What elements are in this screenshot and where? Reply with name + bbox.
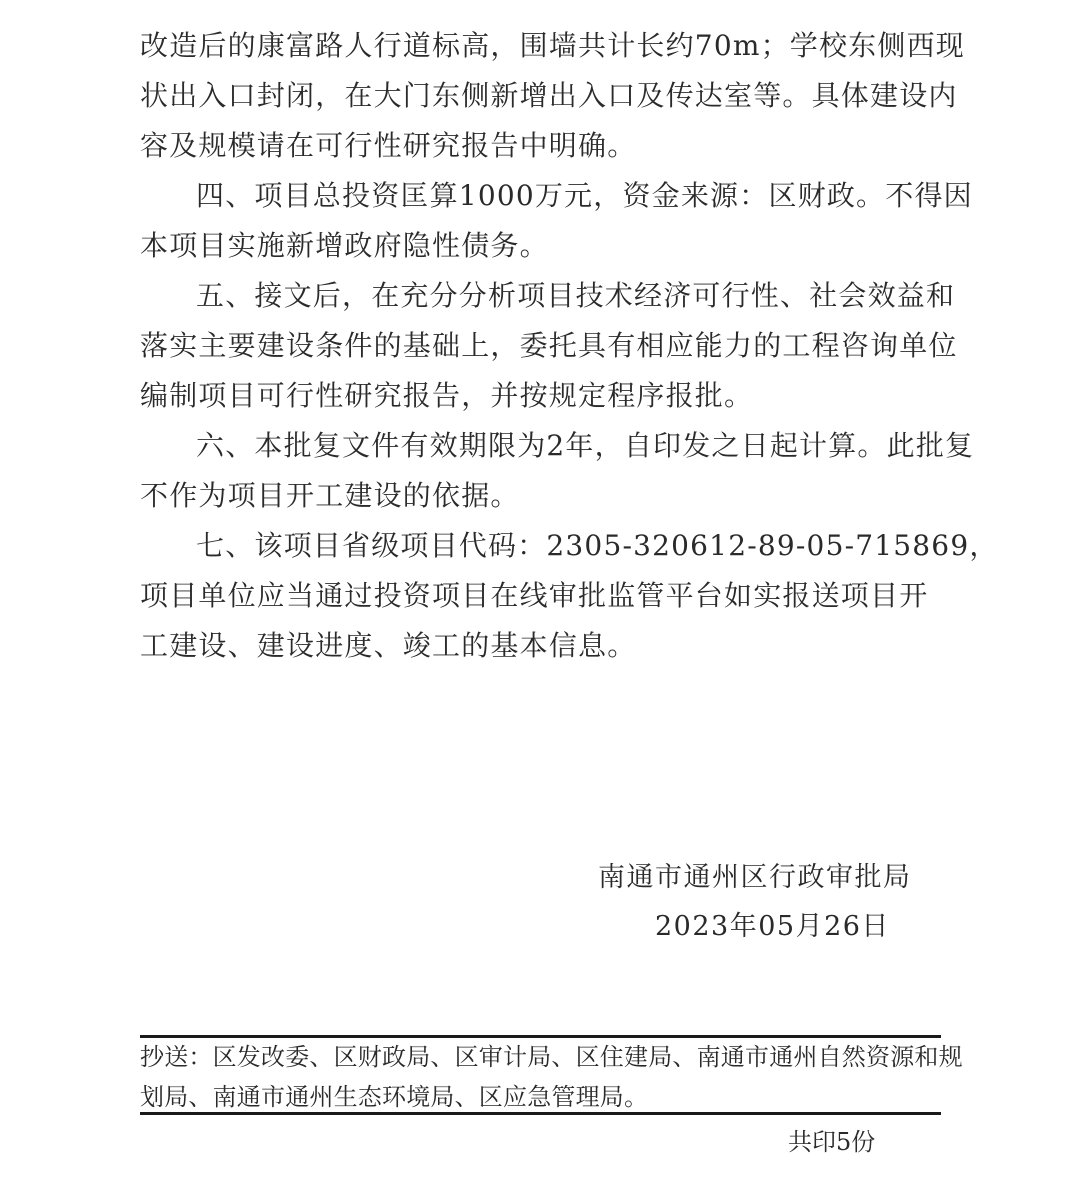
issuer-name: 南通市通州区行政审批局 [598, 862, 912, 893]
cc-line-1: 抄送：区发改委、区财政局、区审计局、区住建局、南通市通州自然资源和规 [140, 1043, 963, 1071]
body-line: 编制项目可行性研究报告，并按规定程序报批。 [140, 379, 754, 412]
body-line: 不作为项目开工建设的依据。 [140, 479, 520, 512]
copies-count: 共印5份 [788, 1128, 876, 1156]
cc-line-2: 划局、南通市通州生态环境局、区应急管理局。 [140, 1083, 649, 1111]
body-line: 改造后的康富路人行道标高，围墙共计长约70m；学校东侧西现 [140, 29, 965, 62]
body-line: 状出入口封闭，在大门东侧新增出入口及传达室等。具体建设内 [140, 79, 958, 112]
body-line: 容及规模请在可行性研究报告中明确。 [140, 129, 637, 162]
cc-bottom-rule [140, 1112, 941, 1115]
body-line: 落实主要建设条件的基础上，委托具有相应能力的工程咨询单位 [140, 329, 958, 362]
section-five-heading-line: 五、接文后，在充分分析项目技术经济可行性、社会效益和 [196, 279, 956, 312]
body-line: 工建设、建设进度、竣工的基本信息。 [140, 629, 637, 662]
body-line: 项目单位应当通过投资项目在线审批监管平台如实报送项目开 [140, 579, 929, 612]
body-line: 本项目实施新增政府隐性债务。 [140, 229, 549, 262]
section-seven-heading-line: 七、该项目省级项目代码：2305-320612-89-05-715869， [196, 529, 999, 562]
cc-top-rule [140, 1035, 941, 1038]
section-six-heading-line: 六、本批复文件有效期限为2年，自印发之日起计算。此批复 [196, 429, 975, 462]
section-four-heading-line: 四、项目总投资匡算1000万元，资金来源：区财政。不得因 [196, 179, 973, 212]
issue-date: 2023年05月26日 [655, 911, 890, 942]
